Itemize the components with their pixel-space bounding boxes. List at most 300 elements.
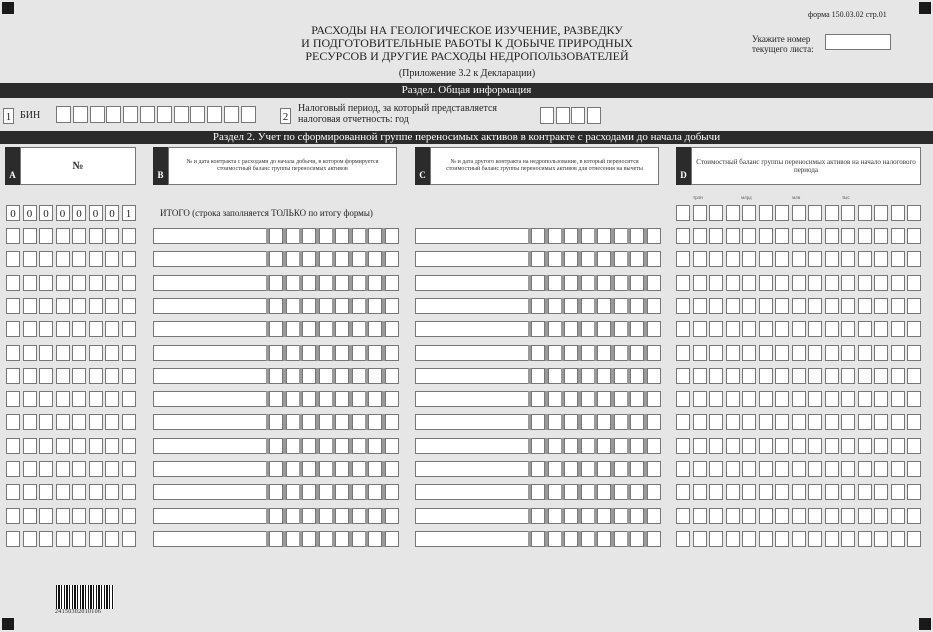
balance-digit-cell[interactable] (742, 508, 756, 524)
balance-digit-cell[interactable] (759, 484, 773, 500)
balance-digit-cell[interactable] (726, 205, 740, 221)
balance-digit-cell[interactable] (891, 345, 905, 361)
contract-date-cell[interactable] (630, 321, 644, 337)
balance-digit-cell[interactable] (709, 461, 723, 477)
balance-digit-cell[interactable] (709, 298, 723, 314)
balance-digit-cell[interactable] (693, 531, 707, 547)
row-number-cell[interactable] (72, 508, 86, 524)
contract-date-cell[interactable] (614, 368, 628, 384)
row-number-cell[interactable] (56, 438, 70, 454)
row-number-cell[interactable] (6, 484, 20, 500)
contract-date-cell[interactable] (597, 484, 611, 500)
balance-digit-cell[interactable] (874, 414, 888, 430)
balance-digit-cell[interactable] (874, 345, 888, 361)
row-number-cell[interactable] (89, 298, 103, 314)
balance-digit-cell[interactable] (775, 438, 789, 454)
balance-digit-cell[interactable] (825, 391, 839, 407)
balance-digit-cell[interactable] (858, 508, 872, 524)
contract-date-cell[interactable] (319, 484, 333, 500)
contract-date-cell[interactable] (286, 275, 300, 291)
contract-date-cell[interactable] (335, 484, 349, 500)
contract-date-cell[interactable] (531, 438, 545, 454)
contract-date-cell[interactable] (302, 275, 316, 291)
balance-digit-cell[interactable] (858, 251, 872, 267)
balance-digit-cell[interactable] (808, 414, 822, 430)
row-number-cell[interactable] (23, 368, 37, 384)
row-number-cell[interactable] (122, 531, 136, 547)
balance-digit-cell[interactable] (858, 205, 872, 221)
contract-date-cell[interactable] (630, 461, 644, 477)
contract-date-cell[interactable] (647, 321, 661, 337)
balance-digit-cell[interactable] (759, 414, 773, 430)
contract-date-cell[interactable] (647, 484, 661, 500)
balance-digit-cell[interactable] (874, 205, 888, 221)
balance-digit-cell[interactable] (742, 298, 756, 314)
balance-digit-cell[interactable] (742, 205, 756, 221)
row-number-cell[interactable] (6, 368, 20, 384)
row-number-cell[interactable] (56, 368, 70, 384)
balance-digit-cell[interactable] (676, 461, 690, 477)
bin-digit-cell[interactable] (56, 106, 71, 123)
contract-number-input[interactable] (153, 531, 267, 547)
contract-date-cell[interactable] (302, 298, 316, 314)
contract-date-cell[interactable] (269, 531, 283, 547)
contract-date-cell[interactable] (286, 228, 300, 244)
contract-date-cell[interactable] (564, 484, 578, 500)
contract-date-cell[interactable] (385, 321, 399, 337)
balance-digit-cell[interactable] (775, 531, 789, 547)
balance-digit-cell[interactable] (825, 508, 839, 524)
balance-digit-cell[interactable] (891, 228, 905, 244)
contract-date-cell[interactable] (368, 368, 382, 384)
row-number-cell[interactable] (72, 531, 86, 547)
contract-date-cell[interactable] (319, 508, 333, 524)
contract-date-cell[interactable] (368, 275, 382, 291)
balance-digit-cell[interactable] (742, 438, 756, 454)
balance-digit-cell[interactable] (709, 251, 723, 267)
contract-date-cell[interactable] (548, 321, 562, 337)
balance-digit-cell[interactable] (907, 321, 921, 337)
balance-digit-cell[interactable] (907, 205, 921, 221)
contract-date-cell[interactable] (286, 298, 300, 314)
balance-digit-cell[interactable] (874, 275, 888, 291)
balance-digit-cell[interactable] (759, 228, 773, 244)
balance-digit-cell[interactable] (841, 321, 855, 337)
contract-date-cell[interactable] (548, 484, 562, 500)
contract-date-cell[interactable] (647, 438, 661, 454)
balance-digit-cell[interactable] (858, 228, 872, 244)
row-number-cell[interactable] (6, 508, 20, 524)
row-number-cell[interactable] (39, 321, 53, 337)
row-number-cell[interactable] (89, 275, 103, 291)
balance-digit-cell[interactable] (726, 414, 740, 430)
contract-number-input[interactable] (153, 414, 267, 430)
contract-date-cell[interactable] (319, 368, 333, 384)
contract-date-cell[interactable] (597, 228, 611, 244)
contract-date-cell[interactable] (614, 251, 628, 267)
bin-digit-cell[interactable] (73, 106, 88, 123)
balance-digit-cell[interactable] (891, 298, 905, 314)
bin-digit-cell[interactable] (224, 106, 239, 123)
contract-date-cell[interactable] (368, 531, 382, 547)
contract-number-input[interactable] (153, 368, 267, 384)
contract-date-cell[interactable] (531, 275, 545, 291)
balance-digit-cell[interactable] (676, 438, 690, 454)
balance-digit-cell[interactable] (709, 321, 723, 337)
bin-digit-cell[interactable] (123, 106, 138, 123)
contract-date-cell[interactable] (630, 345, 644, 361)
row-number-cell[interactable] (89, 228, 103, 244)
contract-date-cell[interactable] (352, 321, 366, 337)
balance-digit-cell[interactable] (676, 275, 690, 291)
balance-digit-cell[interactable] (742, 251, 756, 267)
contract-date-cell[interactable] (548, 251, 562, 267)
balance-digit-cell[interactable] (874, 298, 888, 314)
row-number-cell[interactable] (89, 484, 103, 500)
balance-digit-cell[interactable] (874, 438, 888, 454)
balance-digit-cell[interactable] (742, 484, 756, 500)
contract-date-cell[interactable] (531, 368, 545, 384)
contract-number-input[interactable] (415, 228, 529, 244)
balance-digit-cell[interactable] (907, 414, 921, 430)
balance-digit-cell[interactable] (808, 484, 822, 500)
contract-date-cell[interactable] (286, 438, 300, 454)
balance-digit-cell[interactable] (808, 368, 822, 384)
balance-digit-cell[interactable] (742, 321, 756, 337)
row-number-cell[interactable] (72, 228, 86, 244)
balance-digit-cell[interactable] (891, 531, 905, 547)
contract-date-cell[interactable] (385, 461, 399, 477)
contract-date-cell[interactable] (630, 438, 644, 454)
balance-digit-cell[interactable] (792, 414, 806, 430)
contract-date-cell[interactable] (368, 438, 382, 454)
contract-date-cell[interactable] (597, 368, 611, 384)
balance-digit-cell[interactable] (792, 205, 806, 221)
row-number-cell[interactable] (39, 414, 53, 430)
row-number-cell[interactable] (56, 391, 70, 407)
contract-date-cell[interactable] (269, 461, 283, 477)
contract-number-input[interactable] (153, 251, 267, 267)
balance-digit-cell[interactable] (841, 438, 855, 454)
row-number-cell[interactable] (122, 484, 136, 500)
balance-digit-cell[interactable] (709, 484, 723, 500)
row-number-cell[interactable] (39, 228, 53, 244)
balance-digit-cell[interactable] (709, 438, 723, 454)
contract-date-cell[interactable] (647, 414, 661, 430)
contract-date-cell[interactable] (614, 345, 628, 361)
balance-digit-cell[interactable] (759, 298, 773, 314)
balance-digit-cell[interactable] (858, 368, 872, 384)
row-number-cell[interactable] (89, 414, 103, 430)
year-digit-cell[interactable] (571, 107, 585, 124)
row-number-cell[interactable] (39, 508, 53, 524)
row-number-cell[interactable] (105, 391, 119, 407)
row-number-cell[interactable] (23, 228, 37, 244)
contract-date-cell[interactable] (319, 298, 333, 314)
row-number-cell[interactable] (105, 251, 119, 267)
contract-date-cell[interactable] (614, 391, 628, 407)
row-number-cell[interactable] (6, 438, 20, 454)
row-number-cell[interactable] (122, 368, 136, 384)
contract-date-cell[interactable] (597, 438, 611, 454)
row-number-cell[interactable] (89, 251, 103, 267)
contract-number-input[interactable] (415, 368, 529, 384)
balance-digit-cell[interactable] (841, 368, 855, 384)
contract-date-cell[interactable] (581, 484, 595, 500)
contract-date-cell[interactable] (335, 414, 349, 430)
contract-date-cell[interactable] (368, 321, 382, 337)
year-digit-cell[interactable] (556, 107, 570, 124)
contract-date-cell[interactable] (335, 275, 349, 291)
balance-digit-cell[interactable] (891, 205, 905, 221)
balance-digit-cell[interactable] (825, 298, 839, 314)
row-number-cell[interactable] (56, 298, 70, 314)
contract-date-cell[interactable] (597, 508, 611, 524)
row-number-cell[interactable] (122, 275, 136, 291)
contract-date-cell[interactable] (368, 484, 382, 500)
row-number-cell[interactable] (72, 275, 86, 291)
contract-date-cell[interactable] (368, 251, 382, 267)
bin-digit-cell[interactable] (140, 106, 155, 123)
row-number-cell[interactable] (39, 298, 53, 314)
contract-date-cell[interactable] (302, 508, 316, 524)
contract-date-cell[interactable] (548, 531, 562, 547)
row-number-cell[interactable] (72, 298, 86, 314)
balance-digit-cell[interactable] (775, 205, 789, 221)
contract-date-cell[interactable] (548, 438, 562, 454)
balance-digit-cell[interactable] (693, 251, 707, 267)
contract-date-cell[interactable] (597, 298, 611, 314)
contract-date-cell[interactable] (581, 251, 595, 267)
balance-digit-cell[interactable] (726, 461, 740, 477)
sheet-number-input[interactable] (825, 34, 891, 50)
contract-date-cell[interactable] (269, 391, 283, 407)
balance-digit-cell[interactable] (874, 321, 888, 337)
balance-digit-cell[interactable] (759, 345, 773, 361)
balance-digit-cell[interactable] (759, 391, 773, 407)
balance-digit-cell[interactable] (726, 531, 740, 547)
balance-digit-cell[interactable] (907, 484, 921, 500)
balance-digit-cell[interactable] (891, 461, 905, 477)
row-number-cell[interactable] (56, 414, 70, 430)
balance-digit-cell[interactable] (775, 414, 789, 430)
contract-date-cell[interactable] (352, 251, 366, 267)
balance-digit-cell[interactable] (693, 461, 707, 477)
contract-date-cell[interactable] (647, 508, 661, 524)
contract-date-cell[interactable] (352, 368, 366, 384)
row-number-cell[interactable] (122, 345, 136, 361)
row-number-cell[interactable] (122, 461, 136, 477)
balance-digit-cell[interactable] (676, 391, 690, 407)
contract-date-cell[interactable] (352, 275, 366, 291)
balance-digit-cell[interactable] (759, 251, 773, 267)
contract-number-input[interactable] (153, 508, 267, 524)
balance-digit-cell[interactable] (792, 251, 806, 267)
balance-digit-cell[interactable] (891, 414, 905, 430)
balance-digit-cell[interactable] (709, 345, 723, 361)
balance-digit-cell[interactable] (775, 391, 789, 407)
balance-digit-cell[interactable] (792, 391, 806, 407)
row-number-cell[interactable] (72, 368, 86, 384)
contract-date-cell[interactable] (352, 438, 366, 454)
balance-digit-cell[interactable] (792, 438, 806, 454)
row-number-cell[interactable] (6, 275, 20, 291)
balance-digit-cell[interactable] (676, 321, 690, 337)
row-number-cell[interactable] (89, 508, 103, 524)
contract-date-cell[interactable] (302, 438, 316, 454)
balance-digit-cell[interactable] (759, 368, 773, 384)
balance-digit-cell[interactable] (907, 368, 921, 384)
contract-number-input[interactable] (153, 321, 267, 337)
balance-digit-cell[interactable] (907, 438, 921, 454)
contract-date-cell[interactable] (368, 508, 382, 524)
balance-digit-cell[interactable] (792, 228, 806, 244)
contract-date-cell[interactable] (302, 461, 316, 477)
balance-digit-cell[interactable] (874, 228, 888, 244)
contract-date-cell[interactable] (352, 345, 366, 361)
contract-date-cell[interactable] (286, 508, 300, 524)
balance-digit-cell[interactable] (742, 414, 756, 430)
balance-digit-cell[interactable] (759, 321, 773, 337)
balance-digit-cell[interactable] (841, 251, 855, 267)
balance-digit-cell[interactable] (792, 508, 806, 524)
balance-digit-cell[interactable] (874, 391, 888, 407)
balance-digit-cell[interactable] (742, 461, 756, 477)
balance-digit-cell[interactable] (858, 391, 872, 407)
contract-date-cell[interactable] (614, 275, 628, 291)
contract-date-cell[interactable] (630, 298, 644, 314)
contract-date-cell[interactable] (597, 414, 611, 430)
contract-date-cell[interactable] (564, 345, 578, 361)
row-number-cell[interactable] (72, 414, 86, 430)
balance-digit-cell[interactable] (907, 461, 921, 477)
contract-date-cell[interactable] (614, 228, 628, 244)
contract-date-cell[interactable] (531, 461, 545, 477)
balance-digit-cell[interactable] (891, 251, 905, 267)
row-number-cell[interactable] (89, 321, 103, 337)
contract-date-cell[interactable] (647, 391, 661, 407)
contract-date-cell[interactable] (564, 508, 578, 524)
contract-number-input[interactable] (415, 251, 529, 267)
balance-digit-cell[interactable] (907, 228, 921, 244)
contract-date-cell[interactable] (581, 298, 595, 314)
contract-date-cell[interactable] (614, 298, 628, 314)
row-number-cell[interactable] (105, 461, 119, 477)
contract-date-cell[interactable] (581, 321, 595, 337)
balance-digit-cell[interactable] (775, 345, 789, 361)
row-number-cell[interactable] (39, 484, 53, 500)
contract-date-cell[interactable] (581, 414, 595, 430)
balance-digit-cell[interactable] (759, 275, 773, 291)
contract-date-cell[interactable] (597, 275, 611, 291)
row-number-cell[interactable] (56, 321, 70, 337)
balance-digit-cell[interactable] (709, 205, 723, 221)
balance-digit-cell[interactable] (676, 251, 690, 267)
balance-digit-cell[interactable] (792, 461, 806, 477)
balance-digit-cell[interactable] (726, 228, 740, 244)
contract-date-cell[interactable] (286, 251, 300, 267)
row-number-cell[interactable] (39, 368, 53, 384)
contract-date-cell[interactable] (647, 228, 661, 244)
balance-digit-cell[interactable] (841, 275, 855, 291)
balance-digit-cell[interactable] (726, 251, 740, 267)
balance-digit-cell[interactable] (709, 391, 723, 407)
balance-digit-cell[interactable] (841, 508, 855, 524)
row-number-cell[interactable] (23, 321, 37, 337)
contract-date-cell[interactable] (597, 531, 611, 547)
contract-date-cell[interactable] (319, 275, 333, 291)
balance-digit-cell[interactable] (808, 205, 822, 221)
balance-digit-cell[interactable] (858, 321, 872, 337)
balance-digit-cell[interactable] (891, 368, 905, 384)
contract-date-cell[interactable] (581, 275, 595, 291)
balance-digit-cell[interactable] (841, 461, 855, 477)
balance-digit-cell[interactable] (759, 438, 773, 454)
row-number-cell[interactable] (23, 484, 37, 500)
contract-date-cell[interactable] (630, 368, 644, 384)
row-number-cell[interactable] (39, 461, 53, 477)
contract-date-cell[interactable] (319, 228, 333, 244)
contract-date-cell[interactable] (531, 508, 545, 524)
row-number-cell[interactable] (56, 275, 70, 291)
contract-date-cell[interactable] (352, 461, 366, 477)
row-number-cell[interactable] (89, 368, 103, 384)
contract-date-cell[interactable] (531, 414, 545, 430)
contract-number-input[interactable] (153, 484, 267, 500)
row-number-cell[interactable] (23, 391, 37, 407)
balance-digit-cell[interactable] (742, 368, 756, 384)
balance-digit-cell[interactable] (693, 345, 707, 361)
row-number-cell[interactable] (105, 275, 119, 291)
contract-date-cell[interactable] (352, 484, 366, 500)
contract-date-cell[interactable] (269, 484, 283, 500)
row-number-cell[interactable] (6, 228, 20, 244)
contract-date-cell[interactable] (564, 414, 578, 430)
contract-date-cell[interactable] (368, 345, 382, 361)
contract-date-cell[interactable] (319, 251, 333, 267)
balance-digit-cell[interactable] (841, 345, 855, 361)
contract-date-cell[interactable] (581, 508, 595, 524)
contract-date-cell[interactable] (581, 461, 595, 477)
contract-date-cell[interactable] (269, 321, 283, 337)
balance-digit-cell[interactable] (874, 461, 888, 477)
balance-digit-cell[interactable] (808, 228, 822, 244)
balance-digit-cell[interactable] (825, 321, 839, 337)
contract-number-input[interactable] (415, 345, 529, 361)
row-number-cell[interactable] (23, 414, 37, 430)
row-number-cell[interactable] (105, 531, 119, 547)
contract-number-input[interactable] (415, 438, 529, 454)
row-number-cell[interactable] (105, 438, 119, 454)
contract-date-cell[interactable] (269, 368, 283, 384)
contract-date-cell[interactable] (286, 391, 300, 407)
contract-date-cell[interactable] (564, 228, 578, 244)
balance-digit-cell[interactable] (726, 438, 740, 454)
contract-date-cell[interactable] (302, 368, 316, 384)
balance-digit-cell[interactable] (858, 414, 872, 430)
balance-digit-cell[interactable] (792, 345, 806, 361)
contract-date-cell[interactable] (269, 251, 283, 267)
contract-number-input[interactable] (415, 275, 529, 291)
bin-digit-cell[interactable] (157, 106, 172, 123)
balance-digit-cell[interactable] (891, 321, 905, 337)
contract-date-cell[interactable] (335, 438, 349, 454)
contract-number-input[interactable] (415, 414, 529, 430)
contract-date-cell[interactable] (302, 251, 316, 267)
row-number-cell[interactable] (23, 251, 37, 267)
contract-date-cell[interactable] (630, 391, 644, 407)
balance-digit-cell[interactable] (693, 228, 707, 244)
